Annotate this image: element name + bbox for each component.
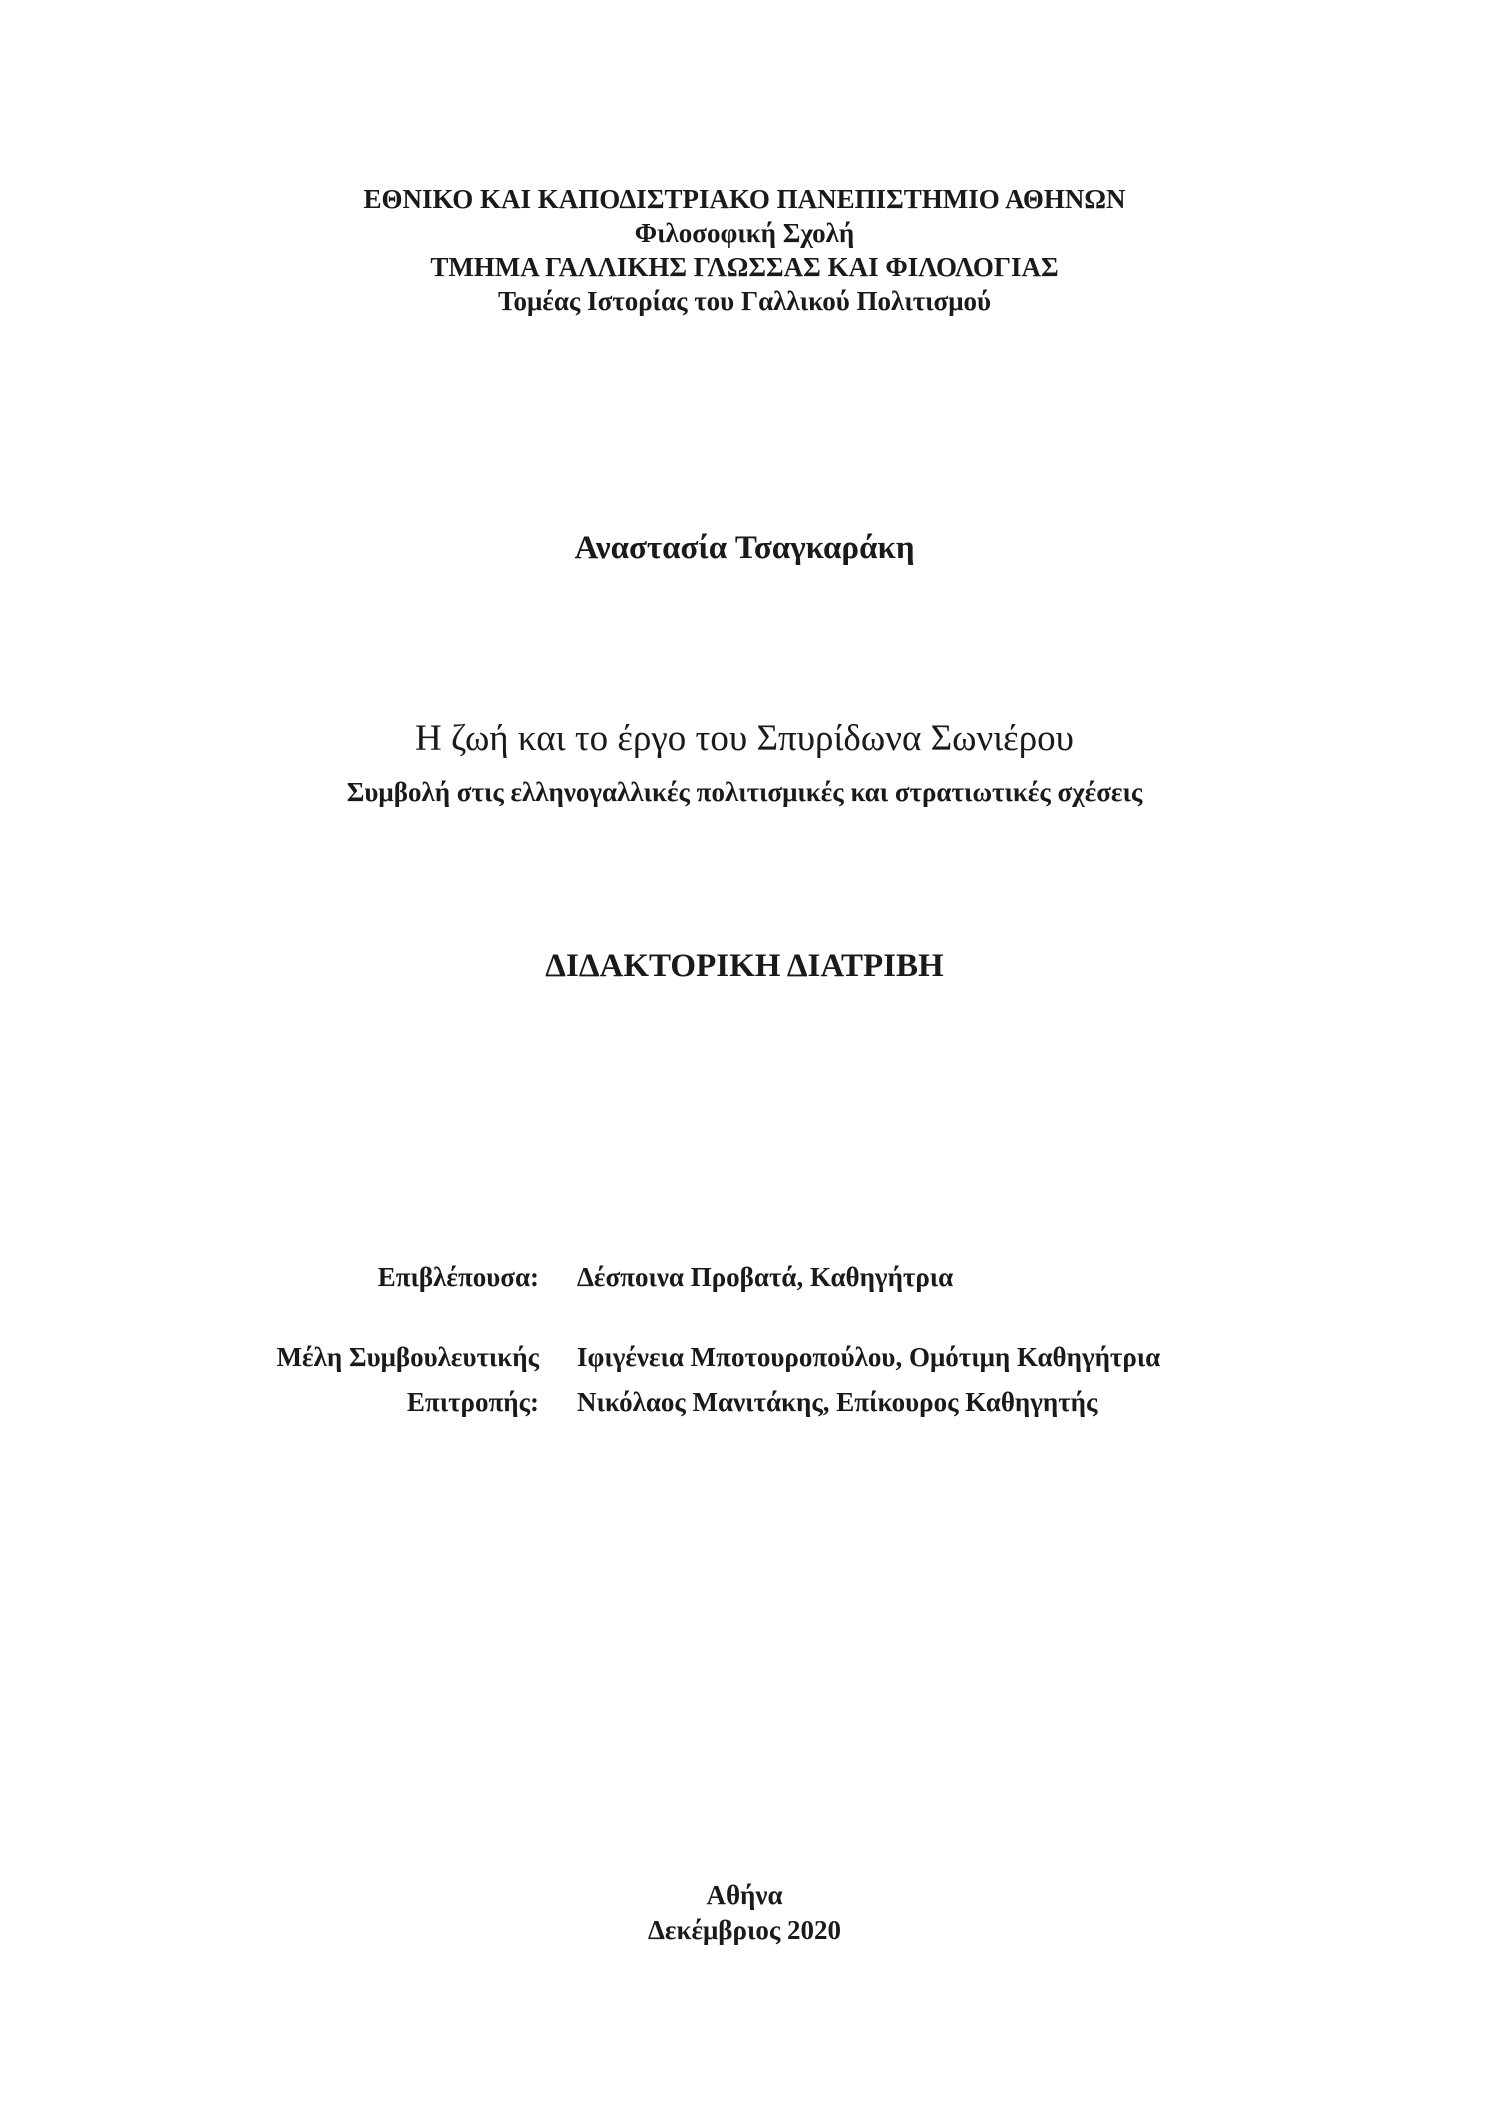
- supervisor-label: Επιβλέπουσα:: [377, 1262, 539, 1292]
- department-name: ΤΜΗΜΑ ΓΑΛΛΙΚΗΣ ΓΛΩΣΣΑΣ ΚΑΙ ΦΙΛΟΛΟΓΙΑΣ: [430, 252, 1059, 282]
- committee-label-line2: Επιτροπής:: [406, 1387, 539, 1417]
- thesis-title: Η ζωή και το έργο του Σπυρίδωνα Σωνιέρου: [415, 718, 1074, 759]
- document-type: ΔΙΔΑΚΤΟΡΙΚΗ ΔΙΑΤΡΙΒΗ: [545, 948, 944, 984]
- date: Δεκέμβριος 2020: [648, 1915, 841, 1945]
- institution-block: [0, 182, 1489, 318]
- university-name: ΕΘΝΙΚΟ ΚΑΙ ΚΑΠΟΔΙΣΤΡΙΑΚΟ ΠΑΝΕΠΙΣΤΗΜΙΟ ΑΘΗΝΩΝ: [363, 184, 1126, 214]
- committee-member-1: Ιφιγένεια Μποτουροπούλου, Ομότιμη Καθηγήτρια: [577, 1342, 1161, 1372]
- author-name: Αναστασία Τσαγκαράκη: [574, 530, 915, 566]
- committee-member-2: Νικόλαος Μανιτάκης, Επίκουρος Καθηγητής: [577, 1387, 1098, 1417]
- supervisor-name: Δέσποινα Προβατά, Καθηγήτρια: [577, 1262, 954, 1292]
- sector-name: Τομέας Ιστορίας του Γαλλικού Πολιτισμού: [497, 286, 992, 316]
- committee-label-line1: Μέλη Συμβουλευτικής: [276, 1342, 539, 1372]
- place: Αθήνα: [706, 1880, 783, 1910]
- thesis-subtitle: Συμβολή στις ελληνογαλλικές πολιτισμικές και στρατιωτικές σχέσεις: [346, 777, 1143, 807]
- school-name: Φιλοσοφική Σχολή: [634, 218, 855, 248]
